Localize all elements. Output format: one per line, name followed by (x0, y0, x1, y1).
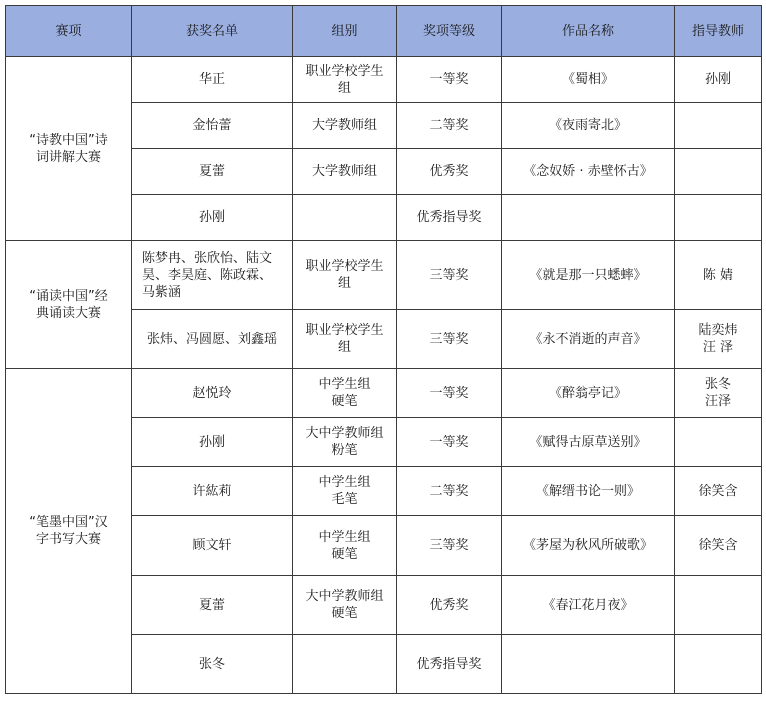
level-cell: 三等奖 (397, 516, 502, 576)
level-cell: 二等奖 (397, 467, 502, 516)
work-cell: 《蜀相》 (502, 57, 675, 103)
group-cell: 中学生组 硬笔 (293, 369, 397, 418)
winner-cell: 夏蕾 (132, 576, 293, 635)
table-row (6, 241, 762, 310)
level-cell: 一等奖 (397, 369, 502, 418)
level-cell: 三等奖 (397, 310, 502, 369)
level-cell: 优秀奖 (397, 149, 502, 195)
advisor-cell (675, 576, 762, 635)
header-group: 组别 (293, 6, 397, 57)
level-cell: 优秀指导奖 (397, 635, 502, 694)
header-advisor: 指导教师 (675, 6, 762, 57)
advisor-cell: 张冬 汪泽 (675, 369, 762, 418)
competition-cell: “诗教中国”诗 词讲解大赛 (6, 57, 132, 241)
winner-cell: 华正 (132, 57, 293, 103)
level-cell: 优秀奖 (397, 576, 502, 635)
group-cell: 大学教师组 (293, 103, 397, 149)
level-cell: 二等奖 (397, 103, 502, 149)
advisor-cell (675, 149, 762, 195)
group-cell: 职业学校学生 组 (293, 241, 397, 310)
winner-cell: 孙刚 (132, 195, 293, 241)
winner-cell: 金怡蕾 (132, 103, 293, 149)
winner-cell: 许紘莉 (132, 467, 293, 516)
advisor-cell (675, 635, 762, 694)
winner-cell: 孙刚 (132, 418, 293, 467)
work-cell: 《春江花月夜》 (502, 576, 675, 635)
level-cell: 一等奖 (397, 418, 502, 467)
work-cell: 《茅屋为秋风所破歌》 (502, 516, 675, 576)
advisor-cell (675, 195, 762, 241)
advisor-cell: 徐笑含 (675, 467, 762, 516)
work-cell: 《解缙书论一则》 (502, 467, 675, 516)
winner-cell: 张冬 (132, 635, 293, 694)
work-cell: 《夜雨寄北》 (502, 103, 675, 149)
header-work-title: 作品名称 (502, 6, 675, 57)
work-cell: 《赋得古原草送别》 (502, 418, 675, 467)
winner-cell: 张炜、冯圆愿、刘鑫瑶 (132, 310, 293, 369)
group-cell: 大中学教师组 粉笔 (293, 418, 397, 467)
table-row (6, 57, 762, 103)
winner-cell: 顾文轩 (132, 516, 293, 576)
group-cell: 职业学校学生 组 (293, 310, 397, 369)
advisor-cell: 孙刚 (675, 57, 762, 103)
work-cell: 《永不消逝的声音》 (502, 310, 675, 369)
group-cell (293, 195, 397, 241)
work-cell (502, 635, 675, 694)
winner-cell: 赵悦玲 (132, 369, 293, 418)
winner-cell: 陈梦冉、张欣怡、陆文 昊、李昊庭、陈政霖、 马紫涵 (132, 241, 293, 310)
advisor-cell: 陆奕炜 汪 泽 (675, 310, 762, 369)
work-cell: 《醉翁亭记》 (502, 369, 675, 418)
level-cell: 三等奖 (397, 241, 502, 310)
group-cell (293, 635, 397, 694)
header-competition: 赛项 (6, 6, 132, 57)
level-cell: 优秀指导奖 (397, 195, 502, 241)
advisor-cell: 徐笑含 (675, 516, 762, 576)
group-cell: 大学教师组 (293, 149, 397, 195)
advisor-cell (675, 103, 762, 149)
group-cell: 大中学教师组 硬笔 (293, 576, 397, 635)
table-row (6, 369, 762, 418)
advisor-cell: 陈 婧 (675, 241, 762, 310)
winner-cell: 夏蕾 (132, 149, 293, 195)
awards-table (5, 5, 762, 694)
advisor-cell (675, 418, 762, 467)
level-cell: 一等奖 (397, 57, 502, 103)
group-cell: 中学生组 毛笔 (293, 467, 397, 516)
competition-cell: “诵读中国”经 典诵读大赛 (6, 241, 132, 369)
work-cell: 《念奴娇 · 赤壁怀古》 (502, 149, 675, 195)
header-row (6, 6, 762, 57)
competition-cell: “笔墨中国”汉 字书写大赛 (6, 369, 132, 694)
work-cell (502, 195, 675, 241)
group-cell: 职业学校学生 组 (293, 57, 397, 103)
group-cell: 中学生组 硬笔 (293, 516, 397, 576)
header-winners: 获奖名单 (132, 6, 293, 57)
work-cell: 《就是那一只蟋蟀》 (502, 241, 675, 310)
header-award-level: 奖项等级 (397, 6, 502, 57)
